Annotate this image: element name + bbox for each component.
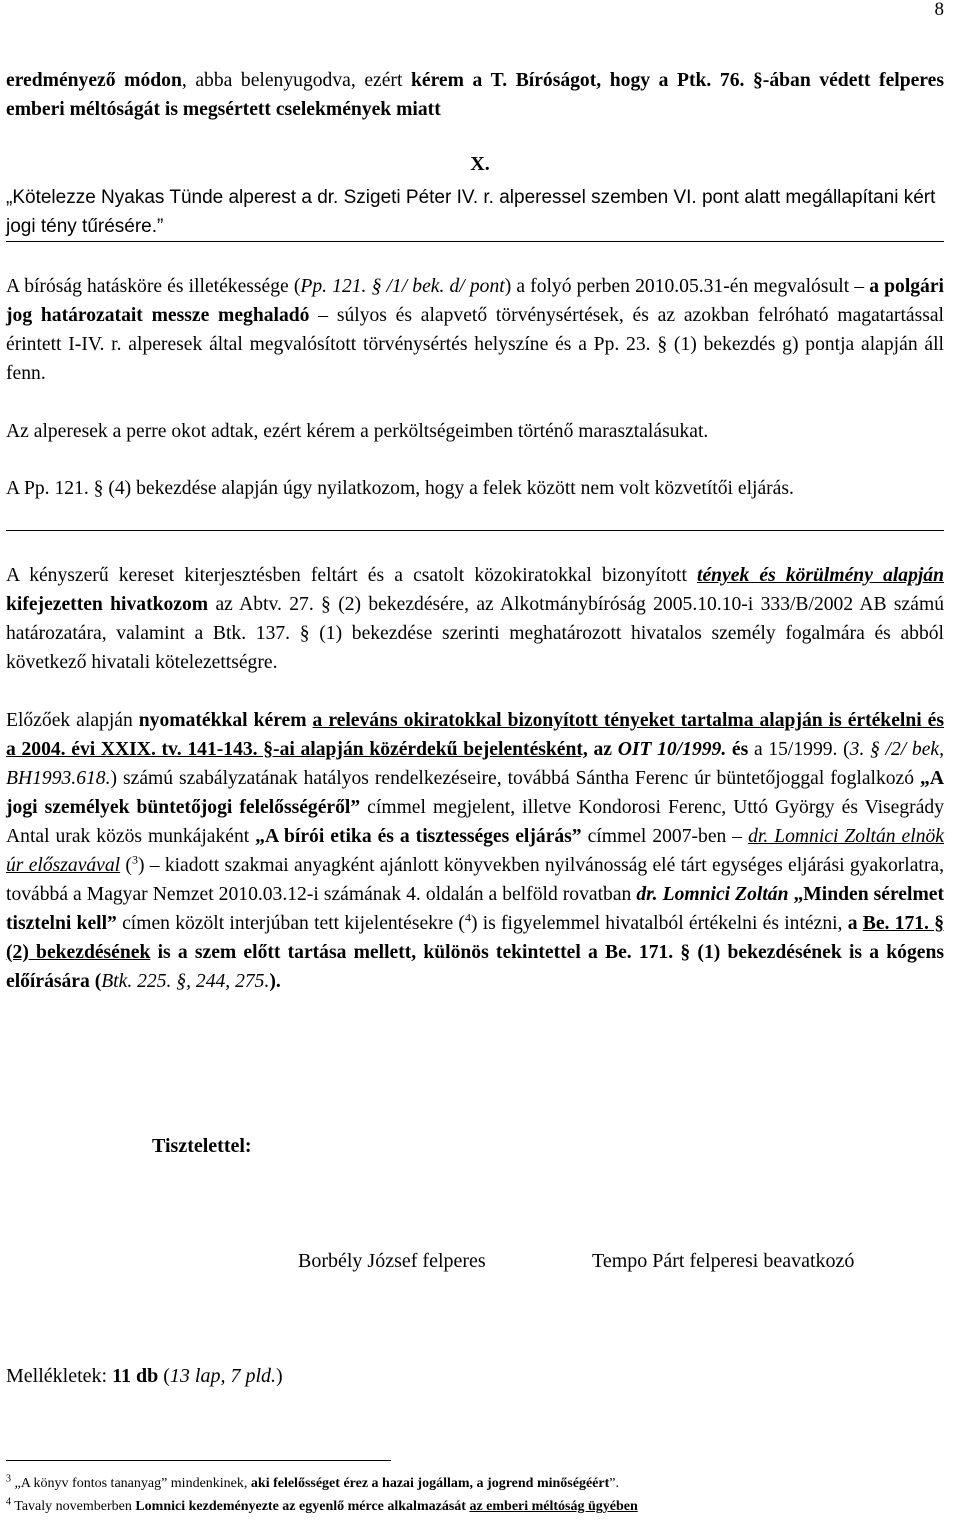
footnote-ref-4: 4 <box>464 910 471 925</box>
signature-plaintiff: Borbély József felperes <box>298 1250 486 1272</box>
footnote-separator <box>6 1460 391 1461</box>
paragraph-mediation: A Pp. 121. § (4) bekezdése alapján úgy nyilatkozom, hogy a felek között nem volt közvetítői eljárás. <box>6 478 794 499</box>
divider-line <box>6 241 944 242</box>
footnote-ref-3: 3 <box>131 852 138 867</box>
paragraph-jurisdiction: A bíróság hatásköre és illetékessége (Pp. 121. § /1/ bek. d/ pont) a folyó perben 2010.05.31-én megvalósult – a polgári jog határozatait messze meghaladó – súlyos és alapvető törvénysértések, és az azokban felróható magatartással érintett I-IV. r. alperesek által megvalósított törvénysértés helyszíne és a Pp. 23. § (1) bekezdés g) pontja alapján áll fenn. <box>6 276 944 384</box>
divider-line <box>6 530 944 531</box>
paragraph-costs: Az alperesek a perre okot adtak, ezért kérem a perköltségeimben történő marasztalásukat. <box>6 421 709 442</box>
paragraph-kotelezze: „Kötelezze Nyakas Tünde alperest a dr. Szigeti Péter IV. r. alperessel szemben VI. pont alatt megállapítani kért jogi tény tűrésére.” <box>6 187 936 237</box>
section-heading-x: X. <box>470 153 490 175</box>
signature-intervener: Tempo Párt felperesi beavatkozó <box>592 1250 855 1272</box>
closing-salutation: Tisztelettel: <box>152 1135 252 1157</box>
page-number: 8 <box>934 0 944 20</box>
paragraph-main-request: Előzőek alapján nyomatékkal kérem a releváns okiratokkal bizonyított tényeket tartalma alapján is értékelni és a 2004. évi XXIX. tv. 141-143. §-ai alapján közérdekű bejelentésként, az OIT 10/1999. és a 15/1999. (3. § /2/ bek, BH1993.618.) számú szabályzatának hatályos rendelkezéseire, továbbá Sántha Ferenc úr büntetőjoggal foglalkozó „A jogi személyek büntetőjogi felelősségéről” címmel megjelent, illetve Kondorosi Ferenc, Uttó György és Visegrády Antal urak közös munkájaként „A bírói etika és a tisztességes eljárás” címmel 2007-ben – dr. Lomnici Zoltán elnök úr előszavával ($^3$) – kiadott szakmai anyagként ajánlott könyvekben nyilvánosság elé tárt egységes eljárási gyakorlatra, továbbá a Magyar Nemzet 2010.03.12-i számának 4. oldalán a belföld rovatban dr. Lomnici Zoltán „Minden sérelmet tisztelni kell” címen közölt interjúban tett kijelentésekre ($^4$) is figyelemmel hivatalból értékelni és intézni, a Be. 171. § (2) bekezdésének is a szem előtt tartása mellett, különös tekintettel a Be. 171. § (1) bekezdésének is a kógens előírására (Btk. 225. §, 244, 275.). <box>6 710 944 992</box>
footnote-3: $^3$ „A könyv fontos tananyag” mindenkinek, aki felelősséget érez a hazai jogállam, a jogrend minőségéért”. <box>6 1473 619 1491</box>
paragraph-reference: A kényszerű kereset kiterjesztésben feltárt és a csatolt közokiratokkal bizonyított tények és körülmény alapján kifejezetten hivatkozom az Abtv. 27. § (2) bekezdésére, az Alkotmánybíróság 2005.10.10-i 333/B/2002 AB számú határozatára, valamint a Btk. 137. § (1) bekezdése szerinti meghatározott hivatalos személy fogalmára és abból következő hivatali kötelezettségre. <box>6 565 945 673</box>
footnote-4: $^4$ Tavaly novemberben Lomnici kezdeményezte az egyenlő mérce alkalmazását az emberi méltóság ügyében <box>6 1496 638 1514</box>
attachments-line: Mellékletek: 11 db (13 lap, 7 pld.) <box>6 1365 283 1387</box>
paragraph-request-intro: eredményező módon, abba belenyugodva, ezért kérem a T. Bíróságot, hogy a Ptk. 76. §-ában védett felperes emberi méltóságát is megsértett cselekmények miatt <box>6 70 944 120</box>
